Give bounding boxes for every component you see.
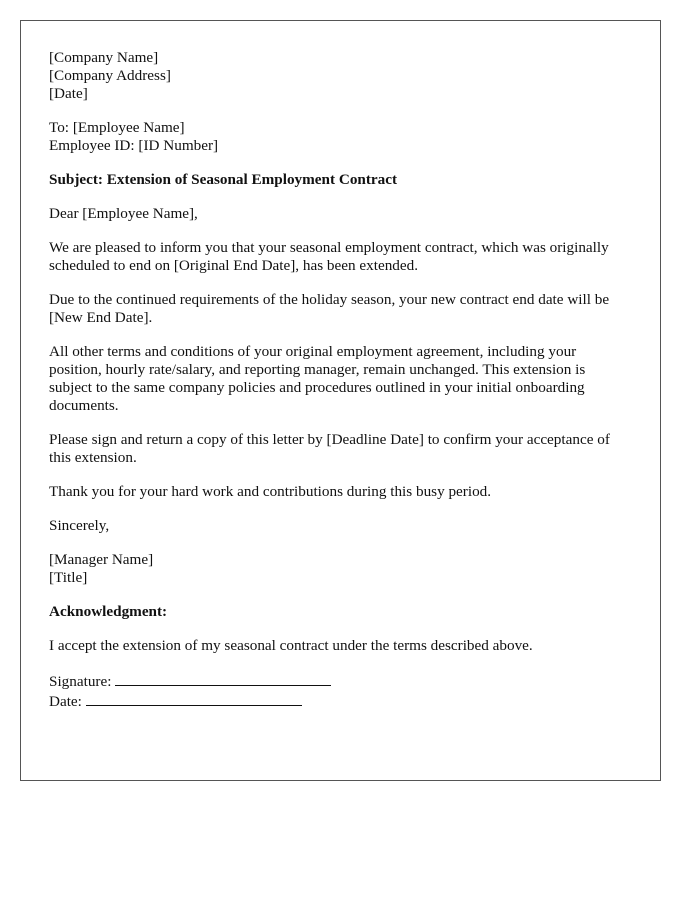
acknowledgment-statement: I accept the extension of my seasonal contract under the terms described above. xyxy=(49,637,533,654)
salutation: Dear [Employee Name], xyxy=(49,205,198,222)
company-address: [Company Address] xyxy=(49,67,171,84)
date-row xyxy=(49,691,632,711)
subject-line: Subject: Extension of Seasonal Employment Contract xyxy=(49,171,398,188)
employee-id: Employee ID: [ID Number] xyxy=(49,137,219,154)
body-paragraph: Due to the continued requirements of the holiday season, your new contract end date will be [New End Date]. xyxy=(49,291,610,326)
date-line[interactable] xyxy=(86,691,302,706)
recipient-name: To: [Employee Name] xyxy=(49,119,185,136)
acknowledgment-heading: Acknowledgment: xyxy=(49,603,168,620)
letter-date: [Date] xyxy=(49,85,88,102)
company-header xyxy=(49,49,632,103)
company-name: [Company Name] xyxy=(49,49,159,66)
recipient-block xyxy=(49,119,632,155)
body-paragraph: Thank you for your hard work and contributions during this busy period. xyxy=(49,483,492,500)
signature-row xyxy=(49,671,632,691)
signature-line[interactable] xyxy=(115,671,331,686)
signer-block xyxy=(49,551,632,587)
date-label: Date: xyxy=(49,693,82,710)
body-paragraph: We are pleased to inform you that your seasonal employment contract, which was originally scheduled to end on [Original End Date], has been extended. xyxy=(49,239,609,274)
signer-title: [Title] xyxy=(49,569,88,586)
body-paragraph: Please sign and return a copy of this letter by [Deadline Date] to confirm your acceptance of this extension. xyxy=(49,431,610,466)
signature-block xyxy=(49,671,632,711)
letter-content xyxy=(49,49,632,727)
letter-page xyxy=(20,20,661,781)
closing: Sincerely, xyxy=(49,517,110,534)
signature-label: Signature: xyxy=(49,673,112,690)
signer-name: [Manager Name] xyxy=(49,551,154,568)
body-paragraph: All other terms and conditions of your original employment agreement, including your position, hourly rate/salary, and reporting manager, remain unchanged. This extension is subject to the same company policies and procedures outlined in your initial onboarding documents. xyxy=(49,343,586,414)
